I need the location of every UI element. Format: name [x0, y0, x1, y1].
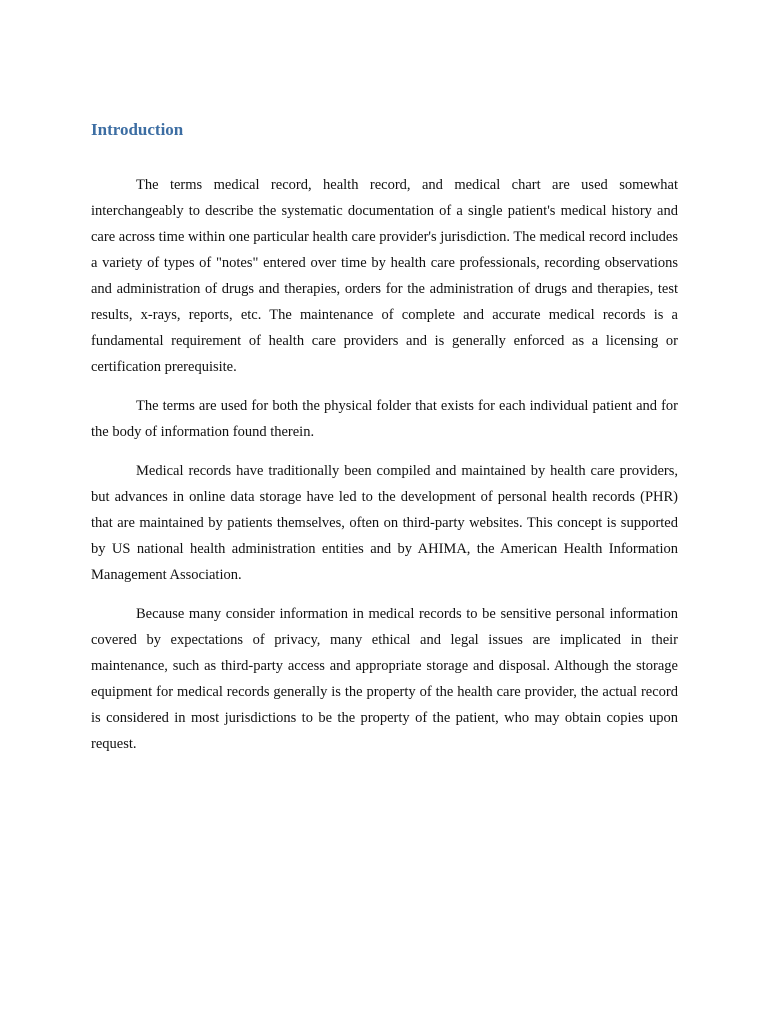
paragraph-3: Medical records have traditionally been compiled and maintained by health care providers, but advances in online data storage have led to the development of personal health records (PHR) that are maintained by patients themselves, often on third-party websites. This concept is supported by US national health administration entities and by AHIMA, the American Health Information Management Association.	[91, 463, 678, 583]
paragraph-4: Because many consider information in medical records to be sensitive personal information covered by expectations of privacy, many ethical and legal issues are implicated in their maintenance, such as third-party access and appropriate storage and disposal. Although the storage equipment for medical records generally is the property of the health care provider, the actual record is considered in most jurisdictions to be the property of the patient, who may obtain copies upon request.	[91, 606, 678, 752]
document-body	[91, 172, 678, 770]
paragraph-1: The terms medical record, health record, and medical chart are used somewhat interchangeably to describe the systematic documentation of a single patient's medical history and care across time within one particular health care provider's jurisdiction. The medical record includes a variety of types of "notes" entered over time by health care professionals, recording observations and administration of drugs and therapies, orders for the administration of drugs and therapies, test results, x-rays, reports, etc. The maintenance of complete and accurate medical records is a fundamental requirement of health care providers and is generally enforced as a licensing or certification prerequisite.	[91, 177, 678, 375]
paragraph-2: The terms are used for both the physical folder that exists for each individual patient and for the body of information found therein.	[91, 398, 678, 440]
section-heading: Introduction	[91, 120, 184, 139]
